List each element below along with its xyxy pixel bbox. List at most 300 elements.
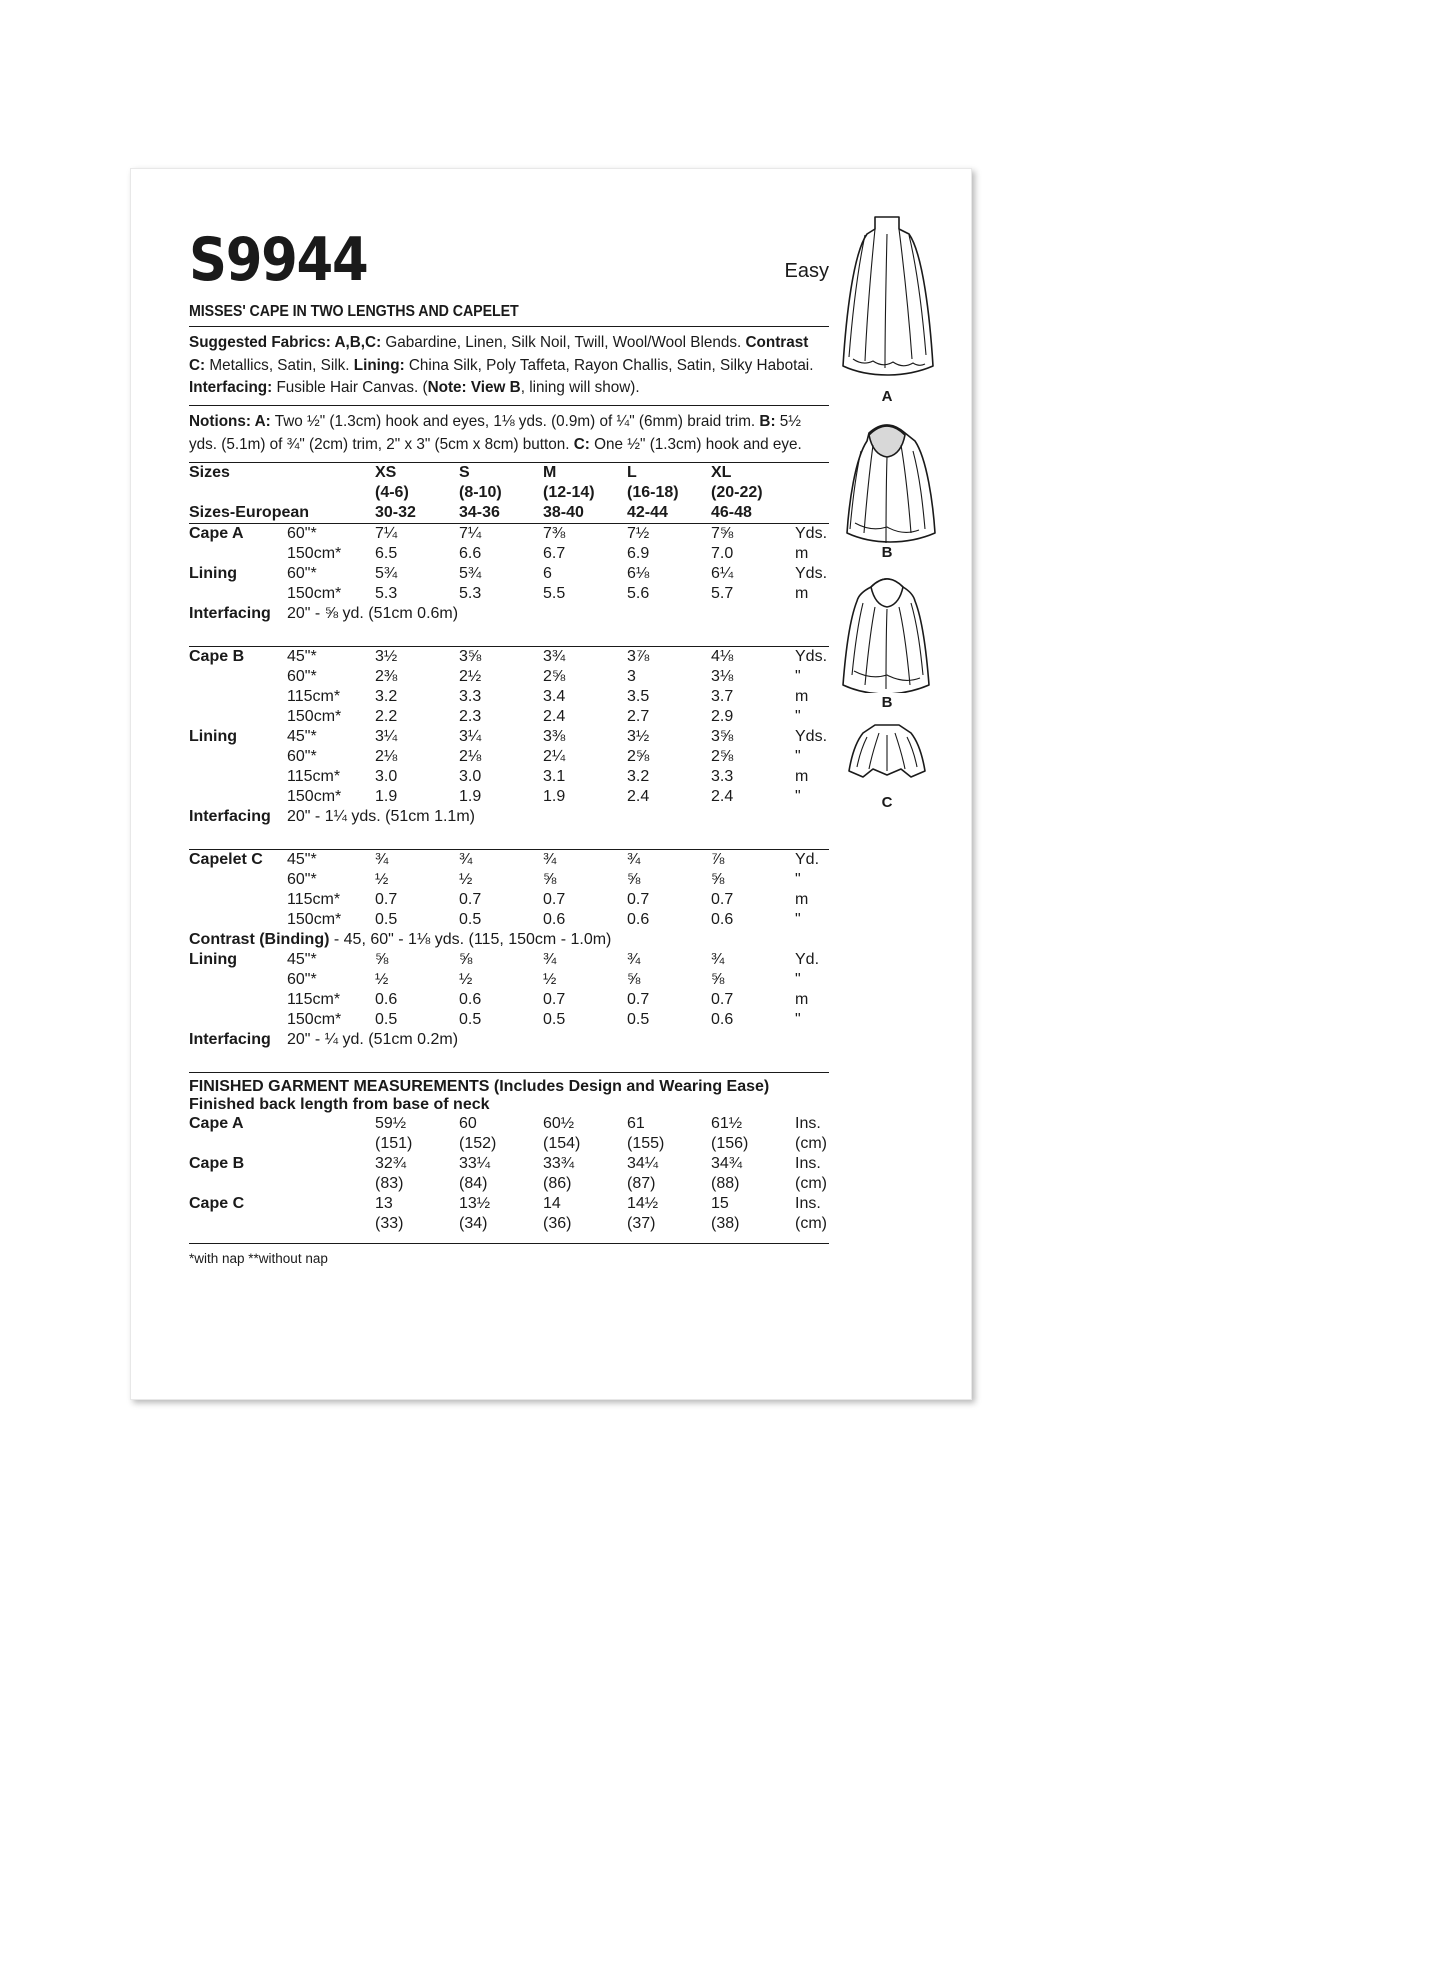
yardage-cell: ¾	[375, 850, 389, 868]
row-label: Lining	[189, 727, 237, 745]
finished-row	[189, 1114, 855, 1134]
block-gap	[189, 624, 829, 646]
size-us-m: (12-14)	[543, 483, 595, 501]
yardage-cell: 3	[627, 667, 636, 685]
yardage-cell: 2.2	[375, 707, 398, 725]
yardage-cell: 0.5	[459, 1010, 482, 1028]
finished-measurement-cell: 33¼	[459, 1154, 491, 1172]
note-label: Interfacing	[189, 604, 271, 622]
yardage-cell: ⅝	[711, 870, 725, 888]
sizes-us-spacer	[287, 483, 375, 503]
finished-measurement-cell: 14½	[627, 1194, 659, 1212]
lining-text: China Silk, Poly Taffeta, Rayon Challis, Satin, Silky Habotai.	[404, 356, 814, 374]
view-a-illustration	[827, 207, 947, 405]
yardage-cell: ¾	[459, 850, 473, 868]
unit-cell: "	[795, 870, 801, 888]
note-text: 20" - ¼ yd. (51cm 0.2m)	[287, 1030, 459, 1048]
yardage-cell: 2⅝	[627, 747, 650, 765]
row-label	[189, 767, 287, 787]
note-row	[189, 807, 855, 827]
yardage-cell: 0.7	[711, 890, 734, 908]
sizes-row-label: Sizes	[189, 463, 230, 481]
view-c-capelet-caption: C	[881, 794, 893, 811]
difficulty-badge: Easy	[784, 260, 829, 282]
fabric-width: 60"*	[287, 667, 317, 685]
yardage-cell: 3⅝	[711, 727, 734, 745]
yardage-cell: 5.5	[543, 584, 566, 602]
finished-spacer	[287, 1154, 375, 1174]
unit-cell: m	[795, 890, 809, 908]
notions-paragraph	[189, 406, 825, 461]
row-label: Cape B	[189, 647, 245, 665]
row-label	[189, 870, 287, 890]
unit-cell: "	[795, 667, 801, 685]
finished-spacer	[287, 1114, 375, 1134]
row-label	[189, 787, 287, 807]
finished-measurements-subtitle: Finished back length from base of neck	[189, 1095, 490, 1113]
yardage-cell: 2⅝	[711, 747, 734, 765]
table-row	[189, 950, 855, 970]
yardage-cell: 3½	[627, 727, 650, 745]
sizes-code-row	[189, 463, 855, 483]
unit-cell: "	[795, 747, 801, 765]
yardage-cell: ⅝	[459, 950, 473, 968]
finished-row	[189, 1194, 855, 1214]
size-code-xs: XS	[375, 463, 397, 481]
unit-cell: m	[795, 767, 809, 785]
fabric-width: 60"*	[287, 970, 317, 988]
size-code-l: L	[627, 463, 637, 481]
yardage-cell: 3.3	[459, 687, 482, 705]
row-label: Lining	[189, 950, 237, 968]
fabric-width: 115cm*	[287, 890, 341, 908]
size-euro-xs: 30-32	[375, 503, 416, 521]
note-row	[189, 604, 855, 624]
yardage-cell: ⅝	[627, 870, 641, 888]
unit-cell: m	[795, 990, 809, 1008]
yardage-cell: 0.6	[711, 910, 734, 928]
table-row	[189, 524, 855, 544]
finished-row	[189, 1154, 855, 1174]
finished-row	[189, 1134, 855, 1154]
yardage-cell: 5.7	[711, 584, 734, 602]
size-euro-s: 34-36	[459, 503, 500, 521]
yardage-cell: 1.9	[543, 787, 566, 805]
page-title: S9944	[189, 225, 368, 295]
yardage-cell: 0.6	[459, 990, 482, 1008]
suggested-fabrics-paragraph	[189, 327, 825, 405]
yardage-cell: 3.2	[375, 687, 398, 705]
yardage-cell: 6.7	[543, 544, 566, 562]
finished-measurement-cell: (84)	[459, 1174, 488, 1192]
fabric-width: 150cm*	[287, 707, 342, 725]
yardage-cell: 3¾	[543, 647, 566, 665]
fabric-width: 150cm*	[287, 544, 342, 562]
unit-cell: Yds.	[795, 647, 828, 665]
finished-measurements-table	[189, 1114, 855, 1234]
view-b-note-label: Note: View B	[427, 379, 521, 397]
yardage-cell: 2⅜	[375, 667, 398, 685]
view-a-caption: A	[881, 388, 893, 405]
pattern-subtitle: MISSES' CAPE IN TWO LENGTHS AND CAPELET	[189, 303, 519, 320]
fabric-width: 45"*	[287, 647, 317, 665]
yardage-cell: 0.7	[543, 890, 566, 908]
yardage-cell: 0.7	[375, 890, 398, 908]
unit-cell: "	[795, 970, 801, 988]
notions-label-c: C:	[573, 435, 590, 453]
finished-unit-cell: Ins.	[795, 1194, 821, 1212]
finished-measurement-cell: (87)	[627, 1174, 656, 1192]
yardage-cell: ½	[459, 970, 473, 988]
row-label	[189, 584, 287, 604]
nap-footnote: *with nap **without nap	[189, 1250, 328, 1266]
yardage-cell: 5.3	[375, 584, 398, 602]
yardage-cell: 3.0	[459, 767, 482, 785]
yardage-cell: 0.7	[627, 990, 650, 1008]
sizes-spacer	[287, 463, 375, 483]
yardage-cell: ½	[459, 870, 473, 888]
table-row	[189, 787, 855, 807]
view-b-long-caption: B	[881, 694, 893, 711]
finished-measurement-cell: 33¾	[543, 1154, 575, 1172]
row-label	[189, 970, 287, 990]
note-label: Interfacing	[189, 1030, 271, 1048]
yardage-cell: 3¼	[375, 727, 398, 745]
yardage-cell: 2⅝	[543, 667, 566, 685]
sizes-european-row	[189, 503, 855, 523]
finished-unit-cell: (cm)	[795, 1134, 827, 1152]
yardage-cell: 0.5	[459, 910, 482, 928]
size-euro-m: 38-40	[543, 503, 584, 521]
yardage-cell: 3⅞	[627, 647, 650, 665]
yardage-cell: 3.4	[543, 687, 566, 705]
yardage-cell: 3.5	[627, 687, 650, 705]
notions-text-c: One ½" (1.3cm) hook and eye.	[589, 435, 802, 453]
yardage-cell: 2¼	[543, 747, 566, 765]
yardage-cell: 3.2	[627, 767, 650, 785]
finished-measurement-cell: 13½	[459, 1194, 491, 1212]
table-row	[189, 870, 855, 890]
size-us-l: (16-18)	[627, 483, 679, 501]
yardage-cell: 0.6	[375, 990, 398, 1008]
yardage-cell: 6.5	[375, 544, 398, 562]
yardage-cell: 2.4	[711, 787, 734, 805]
table-row	[189, 544, 855, 564]
sizes-us-label	[189, 483, 287, 503]
yardage-cell: 7.0	[711, 544, 734, 562]
finished-measurement-cell: (38)	[711, 1214, 740, 1232]
yardage-cell: 3.7	[711, 687, 734, 705]
yardage-cell: 6¼	[711, 564, 734, 582]
finished-measurement-cell: (155)	[627, 1134, 665, 1152]
row-label: Lining	[189, 564, 237, 582]
view-c-capelet-illustration	[827, 717, 947, 811]
yardage-cell: 1.9	[459, 787, 482, 805]
yardage-cell: 6.9	[627, 544, 650, 562]
fabric-width: 45"*	[287, 850, 317, 868]
yardage-cell: 0.5	[375, 910, 398, 928]
view-b-hooded-caption: B	[881, 544, 893, 561]
finished-row	[189, 1214, 855, 1234]
finished-measurement-cell: 61	[627, 1114, 645, 1132]
finished-measurement-cell: (34)	[459, 1214, 488, 1232]
pattern-envelope-back	[130, 168, 972, 1400]
row-label	[189, 910, 287, 930]
block-gap	[189, 1050, 829, 1072]
finished-row-label	[189, 1134, 287, 1154]
finished-measurement-cell: 15	[711, 1194, 729, 1212]
yardage-cell: ¾	[711, 950, 725, 968]
yardage-cell: 5¾	[375, 564, 398, 582]
finished-row-label	[189, 1214, 287, 1234]
finished-unit-cell: (cm)	[795, 1174, 827, 1192]
finished-measurement-cell: (33)	[375, 1214, 404, 1232]
row-label	[189, 687, 287, 707]
unit-cell: "	[795, 1010, 801, 1028]
yardage-cell: ¾	[543, 950, 557, 968]
finished-row-label: Cape C	[189, 1194, 245, 1212]
fabric-width: 150cm*	[287, 1010, 342, 1028]
unit-cell: Yds.	[795, 564, 828, 582]
yardage-cell: ⅝	[543, 870, 557, 888]
yardage-cell: 2⅛	[375, 747, 398, 765]
finished-spacer	[287, 1134, 375, 1154]
table-row	[189, 747, 855, 767]
fabric-width: 115cm*	[287, 767, 341, 785]
finished-row	[189, 1174, 855, 1194]
notions-label: Notions: A:	[189, 413, 271, 431]
interfacing-label: Interfacing:	[189, 379, 273, 397]
unit-cell: m	[795, 584, 809, 602]
yardage-cell: 2.3	[459, 707, 482, 725]
table-row	[189, 667, 855, 687]
size-code-s: S	[459, 463, 470, 481]
table-row	[189, 767, 855, 787]
fabric-width: 60"*	[287, 564, 317, 582]
yardage-cell: 6⅛	[627, 564, 650, 582]
finished-measurement-cell: (36)	[543, 1214, 572, 1232]
yardage-cell: 3.3	[711, 767, 734, 785]
note-row	[189, 1030, 855, 1050]
row-label: Cape A	[189, 524, 244, 542]
yardage-cell: 1.9	[375, 787, 398, 805]
envelope-content	[189, 211, 829, 1266]
yardage-cell: 3⅝	[459, 647, 482, 665]
contrast-binding-row	[189, 930, 855, 950]
yardage-cell: 2½	[459, 667, 482, 685]
finished-measurement-cell: (86)	[543, 1174, 572, 1192]
fabric-width: 60"*	[287, 870, 317, 888]
header-row	[189, 211, 829, 295]
fabric-width: 150cm*	[287, 787, 342, 805]
yardage-cell: ⅝	[627, 970, 641, 988]
yardage-cell: ¾	[627, 950, 641, 968]
size-code-xl: XL	[711, 463, 732, 481]
unit-cell: "	[795, 910, 801, 928]
table-row	[189, 850, 855, 870]
row-label	[189, 890, 287, 910]
yardage-cell: 7⅝	[711, 524, 734, 542]
size-euro-xl: 46-48	[711, 503, 752, 521]
yardage-cell: 3⅜	[543, 727, 566, 745]
unit-cell: Yds.	[795, 727, 828, 745]
fabric-width: 150cm*	[287, 910, 342, 928]
table-row	[189, 647, 855, 667]
yardage-cell: 3.1	[543, 767, 566, 785]
view-b-hooded-illustration	[827, 411, 947, 561]
contrast-binding-text: Contrast (Binding) - 45, 60" - 1⅛ yds. (115, 150cm - 1.0m)	[189, 930, 612, 948]
finished-spacer	[287, 1214, 375, 1234]
size-euro-l: 42-44	[627, 503, 668, 521]
finished-measurement-cell: (154)	[543, 1134, 581, 1152]
yardage-cell: 0.6	[627, 910, 650, 928]
yardage-cell: 0.7	[543, 990, 566, 1008]
yardage-cell: ¾	[543, 850, 557, 868]
yardage-table-cape-b	[189, 647, 855, 827]
yardage-cell: 3¼	[459, 727, 482, 745]
fabric-width: 45"*	[287, 950, 317, 968]
yardage-cell: 7⅜	[543, 524, 566, 542]
yardage-blocks	[189, 524, 829, 1072]
finished-unit-cell: Ins.	[795, 1114, 821, 1132]
row-label	[189, 544, 287, 564]
notions-label-b: B:	[759, 413, 776, 431]
yardage-cell: 0.5	[627, 1010, 650, 1028]
suggested-fabrics-text: Gabardine, Linen, Silk Noil, Twill, Wool/Wool Blends.	[381, 334, 746, 351]
yardage-cell: ⅝	[711, 970, 725, 988]
yardage-cell: 0.5	[375, 1010, 398, 1028]
yardage-cell: 2⅛	[459, 747, 482, 765]
yardage-cell: 7¼	[375, 524, 398, 542]
finished-spacer	[287, 1174, 375, 1194]
table-row	[189, 990, 855, 1010]
finished-measurement-cell: 13	[375, 1194, 393, 1212]
finished-measurement-cell: (37)	[627, 1214, 656, 1232]
suggested-fabrics-label: Suggested Fabrics: A,B,C:	[189, 334, 382, 351]
finished-measurements-title: FINISHED GARMENT MEASUREMENTS (Includes Design and Wearing Ease)	[189, 1077, 770, 1095]
finished-measurement-cell: 60½	[543, 1114, 575, 1132]
finished-measurement-cell: 34¾	[711, 1154, 743, 1172]
row-label	[189, 990, 287, 1010]
size-code-m: M	[543, 463, 557, 481]
notions-text-b: 5½ yds. (5.1m) of ¾" (2cm) trim, 2" x 3" (5cm x 8cm) button.	[189, 413, 802, 453]
table-row	[189, 727, 855, 747]
view-b-note-text: , lining will show).	[520, 379, 640, 397]
sizes-header-table	[189, 463, 855, 523]
yardage-cell: 5¾	[459, 564, 482, 582]
yardage-cell: 0.6	[543, 910, 566, 928]
yardage-cell: 0.6	[711, 1010, 734, 1028]
sizes-european-label: Sizes-European	[189, 503, 310, 521]
finished-measurement-cell: (151)	[375, 1134, 413, 1152]
finished-measurement-cell: (88)	[711, 1174, 740, 1192]
table-row	[189, 890, 855, 910]
view-b-long-illustration	[827, 567, 947, 711]
yardage-cell: 4⅛	[711, 647, 734, 665]
finished-unit-cell: Ins.	[795, 1154, 821, 1172]
finished-unit-cell: (cm)	[795, 1214, 827, 1232]
block-gap	[189, 827, 829, 849]
notions-text-a: Two ½" (1.3cm) hook and eyes, 1⅛ yds. (0.9m) of ¼" (6mm) braid trim.	[270, 413, 760, 431]
finished-measurement-cell: 32¾	[375, 1154, 407, 1172]
table-row	[189, 970, 855, 990]
table-row	[189, 1010, 855, 1030]
sizes-us-row	[189, 483, 855, 503]
unit-cell: m	[795, 687, 809, 705]
fabric-width: 45"*	[287, 727, 317, 745]
contrast-c-label: Contrast C:	[189, 334, 809, 374]
finished-spacer	[287, 1194, 375, 1214]
unit-cell: Yd.	[795, 950, 820, 968]
table-row	[189, 707, 855, 727]
yardage-cell: 2.9	[711, 707, 734, 725]
yardage-cell: 6	[543, 564, 552, 582]
finished-measurement-cell: 34¼	[627, 1154, 659, 1172]
fabric-width: 60"*	[287, 524, 317, 542]
yardage-cell: 2.4	[543, 707, 566, 725]
size-us-xl: (20-22)	[711, 483, 763, 501]
row-label	[189, 667, 287, 687]
fabric-width: 115cm*	[287, 990, 341, 1008]
row-label: Capelet C	[189, 850, 263, 868]
yardage-cell: 6.6	[459, 544, 482, 562]
yardage-cell: ¾	[627, 850, 641, 868]
fabric-width: 60"*	[287, 747, 317, 765]
yardage-cell: 2.4	[627, 787, 650, 805]
yardage-cell: 5.6	[627, 584, 650, 602]
row-label	[189, 707, 287, 727]
finished-row-label: Cape B	[189, 1154, 245, 1172]
table-row	[189, 584, 855, 604]
row-label	[189, 747, 287, 767]
table-row	[189, 910, 855, 930]
yardage-cell: 7½	[627, 524, 650, 542]
yardage-cell: 7¼	[459, 524, 482, 542]
note-text: 20" - ⅝ yd. (51cm 0.6m)	[287, 604, 459, 622]
note-label: Interfacing	[189, 807, 271, 825]
finished-measurement-cell: (83)	[375, 1174, 404, 1192]
yardage-cell: ½	[543, 970, 557, 988]
size-us-xs: (4-6)	[375, 483, 409, 501]
yardage-cell: ½	[375, 970, 389, 988]
unit-cell: "	[795, 707, 801, 725]
finished-row-label	[189, 1174, 287, 1194]
yardage-cell: ⅞	[711, 850, 725, 868]
size-us-s: (8-10)	[459, 483, 502, 501]
table-row	[189, 687, 855, 707]
row-label	[189, 1010, 287, 1030]
unit-cell: m	[795, 544, 809, 562]
finished-measurement-cell: 59½	[375, 1114, 407, 1132]
unit-cell: "	[795, 787, 801, 805]
yardage-cell: 3.0	[375, 767, 398, 785]
lining-label: Lining:	[353, 356, 405, 374]
table-row	[189, 564, 855, 584]
finished-measurement-cell: 60	[459, 1114, 477, 1132]
finished-measurement-cell: 61½	[711, 1114, 743, 1132]
yardage-cell: 0.7	[459, 890, 482, 908]
yardage-cell: ½	[375, 870, 389, 888]
note-text: 20" - 1¼ yds. (51cm 1.1m)	[287, 807, 475, 825]
fabric-width: 150cm*	[287, 584, 342, 602]
yardage-cell: ⅝	[375, 950, 389, 968]
yardage-cell: 3⅛	[711, 667, 734, 685]
yardage-table-cape-a	[189, 524, 855, 624]
interfacing-text: Fusible Hair Canvas. (	[272, 379, 428, 397]
yardage-cell: 0.7	[711, 990, 734, 1008]
contrast-c-text: Metallics, Satin, Silk.	[209, 356, 354, 374]
illustration-column	[827, 207, 947, 817]
